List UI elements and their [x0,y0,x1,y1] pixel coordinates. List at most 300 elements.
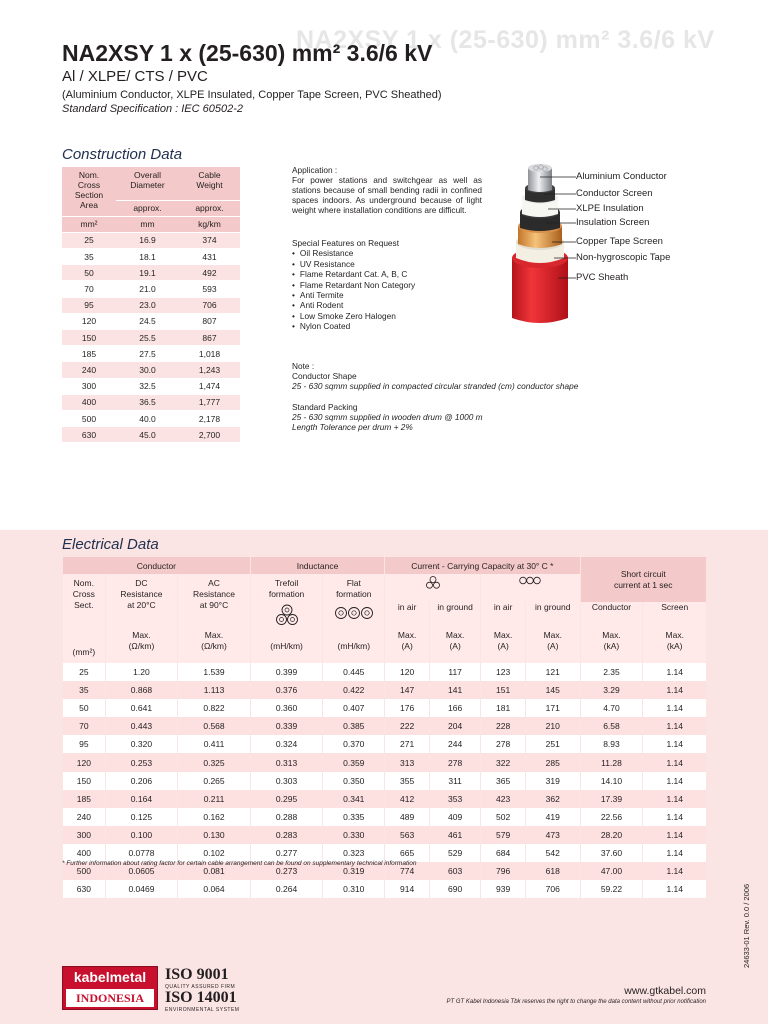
table-cell: 618 [526,862,580,880]
table-cell: 117 [430,663,481,681]
table-cell: 0.064 [178,880,251,898]
approx-label: approx. [179,200,240,216]
construction-row [62,281,240,297]
iso-9001-sub: QUALITY ASSURED FIRM [165,984,236,990]
table-cell: 706 [526,880,580,898]
table-cell: 322 [481,753,526,771]
application-label: Application : [292,165,338,175]
layer-label: Non-hygroscopic Tape [576,252,671,263]
standard-specification: Standard Specification : IEC 60502-2 [62,103,244,115]
col-flat [323,574,385,629]
max-label: Max. [445,630,465,640]
header-text: Cross [72,589,95,599]
table-cell: 210 [526,717,580,735]
max-label: Max. [493,630,513,640]
header-text: Diameter [130,180,165,190]
electrical-row [63,790,707,808]
conductor-shape-title: Conductor Shape [292,371,357,382]
table-cell: 1.14 [643,717,706,735]
layer-label: Copper Tape Screen [576,236,663,247]
table-cell: 14.10 [580,772,643,790]
table-cell: 0.081 [178,862,251,880]
table-cell: 171 [526,699,580,717]
table-cell: 121 [526,663,580,681]
table-cell: 492 [179,265,240,281]
construction-row [62,313,240,329]
table-cell: 35 [63,681,106,699]
table-cell: 0.320 [105,735,178,753]
table-cell: 706 [179,297,240,313]
table-cell: 0.0778 [105,844,178,862]
table-cell: 461 [430,826,481,844]
features-list [292,248,415,331]
table-cell: 0.277 [250,844,323,862]
table-cell: 1.14 [643,862,706,880]
construction-row [62,378,240,394]
feature-item: • Nylon Coated [292,321,415,331]
header-text: Flat [346,578,361,588]
table-cell: 1.14 [643,826,706,844]
table-cell: 0.310 [323,880,385,898]
logo-bottom-text: INDONESIA [66,989,154,1007]
table-cell: 145 [526,681,580,699]
max-label: Max. [602,630,621,640]
table-cell: 300 [63,826,106,844]
construction-row [62,249,240,265]
table-cell: 630 [63,880,106,898]
table-cell: 0.303 [250,772,323,790]
group-current: Current - Carrying Capacity at 30° C * [385,557,580,574]
table-cell: 914 [385,880,430,898]
trefoil-small-icon [425,576,441,589]
table-cell: 593 [179,281,240,297]
unit-text: (A) [547,641,559,651]
table-cell: 489 [385,808,430,826]
table-cell: 0.359 [323,753,385,771]
unit-cell [385,629,430,663]
flat-formation-icon [334,606,374,620]
electrical-row [63,808,707,826]
unit-text: (mH/km) [270,641,303,651]
electrical-row [63,880,707,898]
table-cell: 3.29 [580,681,643,699]
product-title: NA2XSY 1 x (25-630) mm² 3.6/6 kV [62,40,433,66]
table-cell: 412 [385,790,430,808]
table-cell: 1.539 [178,663,251,681]
table-cell: 0.319 [323,862,385,880]
unit-cell [430,629,481,663]
standard-packing-text: 25 - 630 sqmm supplied in wooden drum @ 1000 m [292,411,483,422]
table-cell: 59.22 [580,880,643,898]
table-cell: 1.14 [643,699,706,717]
electrical-row [63,681,707,699]
table-cell: 150 [63,772,106,790]
iso-14001-mark: ISO 14001 [165,989,237,1006]
header-text: Resistance [192,589,236,599]
unit-text: (A) [497,641,509,651]
table-cell: 300 [62,378,116,394]
table-cell: 0.325 [178,753,251,771]
table-cell: 0.443 [105,717,178,735]
table-cell: 0.407 [323,699,385,717]
table-cell: 0.370 [323,735,385,753]
table-cell: 37.60 [580,844,643,862]
table-cell: 0.273 [250,862,323,880]
col-nom-cross-section [62,167,116,216]
ghost-title: NA2XSY 1 x (25-630) mm² 3.6/6 kV [296,26,715,54]
table-cell: 796 [481,862,526,880]
table-cell: 0.264 [250,880,323,898]
table-cell: 0.324 [250,735,323,753]
table-cell: 1.14 [643,663,706,681]
unit-cell: kg/km [179,216,240,232]
table-cell: 23.0 [116,297,179,313]
table-cell: 251 [526,735,580,753]
table-cell: 19.1 [116,265,179,281]
sub-in-air: in air [385,602,430,629]
feature-item: • Flame Retardant Non Category [292,280,415,290]
table-cell: 0.335 [323,808,385,826]
table-cell: 0.399 [250,663,323,681]
unit-text: (kA) [666,641,683,651]
sub-in-ground: in ground [430,602,481,629]
product-subtitle: Al / XLPE/ CTS / PVC [62,68,208,85]
table-cell: 365 [481,772,526,790]
construction-row [62,427,240,443]
table-cell: 0.211 [178,790,251,808]
table-cell: 285 [526,753,580,771]
table-cell: 362 [526,790,580,808]
table-cell: 4.70 [580,699,643,717]
unit-cell [250,629,323,663]
revision-code: 24633-01 Rev. 0.0 / 2006 [742,883,751,968]
table-cell: 690 [430,880,481,898]
unit-cell: (mm²) [63,629,106,663]
note-block [292,361,578,432]
table-cell: 0.568 [178,717,251,735]
table-cell: 1.20 [105,663,178,681]
electrical-table [62,557,706,898]
construction-row [62,362,240,378]
table-cell: 807 [179,313,240,329]
table-cell: 1.14 [643,735,706,753]
length-tolerance-text: Length Tolerance per drum + 2% [292,422,413,433]
construction-title: Construction Data [62,146,183,163]
table-cell: 25 [62,232,116,248]
table-cell: 151 [481,681,526,699]
table-cell: 1,474 [179,378,240,394]
construction-row [62,297,240,313]
header-text: Resistance [120,589,163,599]
table-cell: 0.102 [178,844,251,862]
layer-label: PVC Sheath [576,272,629,283]
table-cell: 278 [430,753,481,771]
table-cell: 1.14 [643,772,706,790]
table-cell: 166 [430,699,481,717]
unit-cell [323,629,385,663]
table-cell: 181 [481,699,526,717]
table-cell: 0.422 [323,681,385,699]
table-cell: 0.253 [105,753,178,771]
sub-conductor: Conductor [580,602,643,629]
table-cell: 27.5 [116,346,179,362]
unit-cell [178,629,251,663]
col-trefoil [250,574,323,629]
table-cell: 1,777 [179,394,240,410]
conductor-shape-text: 25 - 630 sqmm supplied in compacted circular stranded (cm) conductor shape [292,381,579,392]
table-cell: 0.339 [250,717,323,735]
electrical-row [63,717,707,735]
special-features [292,238,415,332]
construction-units-row [62,216,240,232]
table-cell: 120 [62,313,116,329]
features-title: Special Features on Request [292,238,400,248]
unit-cell: mm² [62,216,116,232]
group-header-row [63,557,707,574]
sub-in-ground: in ground [526,602,580,629]
table-cell: 431 [179,249,240,265]
table-cell: 16.9 [116,232,179,248]
table-cell: 502 [481,808,526,826]
unit-cell [481,629,526,663]
header-text: Area [80,200,98,210]
table-cell: 0.376 [250,681,323,699]
table-cell: 684 [481,844,526,862]
table-cell: 0.323 [323,844,385,862]
header-text: at 20°C [127,600,156,610]
header-text: formation [336,589,372,599]
electrical-title: Electrical Data [62,536,159,553]
table-cell: 0.265 [178,772,251,790]
product-description: (Aluminium Conductor, XLPE Insulated, Copper Tape Screen, PVC Sheathed) [62,89,442,101]
table-cell: 2,700 [179,427,240,443]
approx-label: approx. [116,200,179,216]
application-block [292,165,482,215]
table-cell: 500 [62,410,116,426]
table-cell: 17.39 [580,790,643,808]
table-cell: 603 [430,862,481,880]
table-cell: 0.822 [178,699,251,717]
feature-item: • Anti Termite [292,290,415,300]
units-row [63,629,707,663]
feature-item: • Anti Rodent [292,300,415,310]
table-cell: 529 [430,844,481,862]
logo-top-text: kabelmetal [73,969,147,985]
max-label: Max. [204,630,224,640]
table-cell: 400 [62,394,116,410]
header-text: Cross [77,180,101,190]
table-cell: 50 [62,265,116,281]
feature-item: • Flame Retardant Cat. A, B, C [292,269,415,279]
table-cell: 311 [430,772,481,790]
group-short-circuit [580,557,706,602]
table-cell: 2.35 [580,663,643,681]
table-cell: 1.113 [178,681,251,699]
note-label: Note : [292,361,315,371]
iso-14001-sub: ENVIRONMENTAL SYSTEM [165,1007,240,1013]
unit-text: (A) [401,641,413,651]
feature-item: • Low Smoke Zero Halogen [292,311,415,321]
electrical-row [63,663,707,681]
table-cell: 120 [63,753,106,771]
unit-text: (Ω/km) [128,641,155,651]
table-cell: 1.14 [643,844,706,862]
table-cell: 0.350 [323,772,385,790]
max-label: Max. [665,630,684,640]
table-cell: 0.385 [323,717,385,735]
table-cell: 0.0469 [105,880,178,898]
construction-row [62,394,240,410]
current-trefoil-group [385,574,481,602]
table-cell: 867 [179,330,240,346]
table-cell: 0.164 [105,790,178,808]
cable-leader-lines [536,160,578,290]
layer-label: Conductor Screen [576,188,653,199]
website-link[interactable]: www.gtkabel.com [624,985,706,997]
group-conductor: Conductor [63,557,251,574]
current-flat-group [481,574,580,602]
construction-row [62,410,240,426]
table-cell: 120 [385,663,430,681]
unit-cell [643,629,706,663]
table-cell: 228 [481,717,526,735]
construction-table [62,167,240,443]
header-text: current at 1 sec [613,579,673,590]
max-label: Max. [132,630,151,640]
unit-text: (kA) [603,641,620,651]
kabelmetal-logo [62,966,158,1010]
table-cell: 400 [63,844,106,862]
header-text: Cable [198,170,221,180]
table-cell: 222 [385,717,430,735]
col-overall-diameter [116,167,179,200]
table-cell: 0.313 [250,753,323,771]
table-cell: 123 [481,663,526,681]
header-text: DC [135,578,148,588]
table-cell: 0.411 [178,735,251,753]
electrical-row [63,826,707,844]
table-cell: 30.0 [116,362,179,378]
table-cell: 11.28 [580,753,643,771]
table-cell: 95 [63,735,106,753]
feature-item: • UV Resistance [292,259,415,269]
header-text: Overall [134,170,161,180]
table-cell: 423 [481,790,526,808]
table-cell: 36.5 [116,394,179,410]
feature-item: • Oil Resistance [292,248,415,258]
electrical-row [63,699,707,717]
table-cell: 25.5 [116,330,179,346]
table-cell: 185 [62,346,116,362]
construction-header-row [62,167,240,200]
trefoil-formation-icon [274,604,300,626]
electrical-row [63,735,707,753]
table-cell: 6.58 [580,717,643,735]
construction-body [62,232,240,442]
table-cell: 32.5 [116,378,179,394]
sub-screen: Screen [643,602,706,629]
table-cell: 271 [385,735,430,753]
table-cell: 278 [481,735,526,753]
unit-text: (A) [449,641,461,651]
table-cell: 70 [62,281,116,297]
construction-row [62,346,240,362]
table-cell: 2,178 [179,410,240,426]
header-text: Weight [196,180,223,190]
header-text: Section [74,190,104,200]
table-cell: 0.0605 [105,862,178,880]
table-cell: 313 [385,753,430,771]
table-cell: 0.360 [250,699,323,717]
table-cell: 1.14 [643,753,706,771]
table-cell: 0.330 [323,826,385,844]
table-cell: 409 [430,808,481,826]
table-cell: 185 [63,790,106,808]
table-cell: 355 [385,772,430,790]
table-cell: 939 [481,880,526,898]
table-cell: 319 [526,772,580,790]
table-cell: 8.93 [580,735,643,753]
table-cell: 0.125 [105,808,178,826]
header-text: Nom. [78,170,100,180]
disclaimer: PT GT Kabel Indonesia Tbk reserves the right to change the data content without prior notification [446,999,706,1005]
layer-label: Insulation Screen [576,217,650,228]
electrical-row [63,753,707,771]
table-cell: 0.341 [323,790,385,808]
table-cell: 353 [430,790,481,808]
table-cell: 28.20 [580,826,643,844]
layer-label: XLPE Insulation [576,203,644,214]
header-text: Sect. [74,600,94,610]
table-cell: 244 [430,735,481,753]
table-cell: 22.56 [580,808,643,826]
construction-row [62,265,240,281]
standard-packing-title: Standard Packing [292,401,358,412]
table-cell: 95 [62,297,116,313]
table-cell: 50 [63,699,106,717]
table-cell: 0.288 [250,808,323,826]
table-cell: 579 [481,826,526,844]
table-cell: 0.641 [105,699,178,717]
table-cell: 18.1 [116,249,179,265]
table-cell: 0.100 [105,826,178,844]
table-cell: 374 [179,232,240,248]
table-cell: 0.206 [105,772,178,790]
table-cell: 25 [63,663,106,681]
header-text: Nom. [73,578,94,588]
layer-label: Aluminium Conductor [576,171,667,182]
table-cell: 774 [385,862,430,880]
flat-small-icon [519,576,541,585]
unit-text: (mH/km) [337,641,371,651]
table-cell: 24.5 [116,313,179,329]
table-cell: 630 [62,427,116,443]
table-cell: 1.14 [643,808,706,826]
electrical-footnote: * Further information about rating factor for certain cable arrangement can be found on supplementary technical information [62,860,417,867]
unit-cell [580,629,643,663]
header-text: Trefoil [274,578,299,588]
construction-row [62,330,240,346]
unit-cell [526,629,580,663]
table-cell: 21.0 [116,281,179,297]
application-text: For power stations and switchgear as well as stations because of small bending radii in confined spaces indoors. As underground because of light weight where installation conditions are difficult. [292,175,482,215]
table-cell: 563 [385,826,430,844]
col-nom-cross-sect [63,574,106,629]
table-cell: 40.0 [116,410,179,426]
table-cell: 70 [63,717,106,735]
unit-cell: mm [116,216,179,232]
table-cell: 150 [62,330,116,346]
